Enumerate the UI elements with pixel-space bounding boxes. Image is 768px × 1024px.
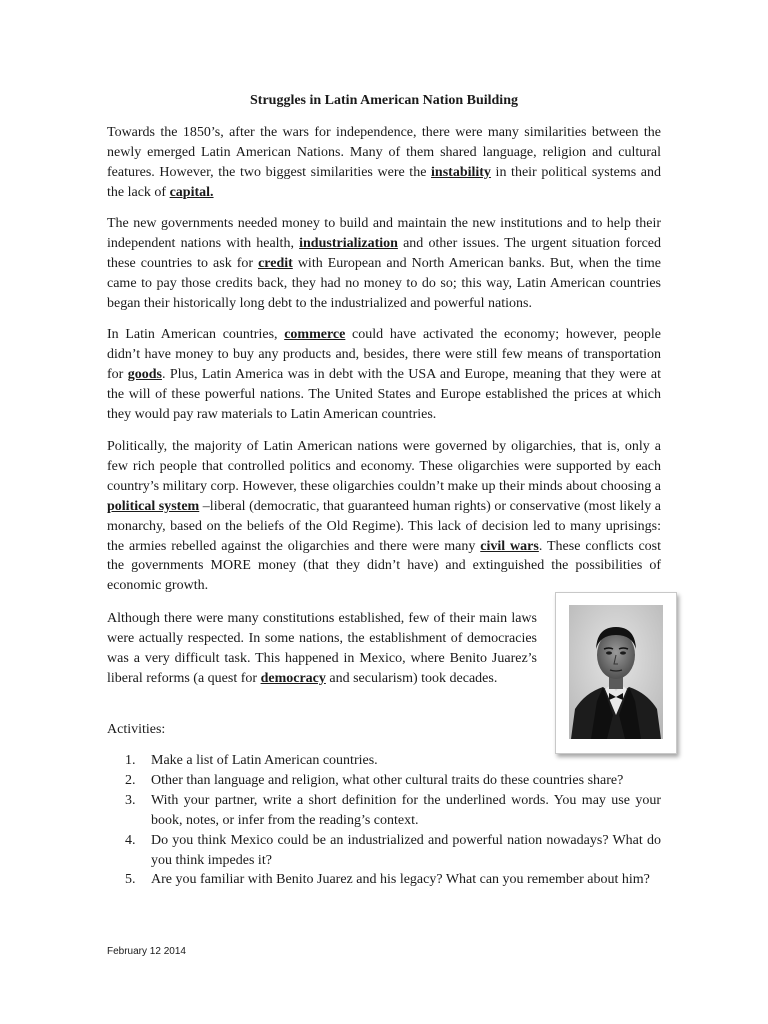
activity-text: Do you think Mexico could be an industrialized and powerful nation nowadays? What do you think impedes it? <box>151 832 661 868</box>
portrait-image <box>569 605 663 739</box>
paragraph-politics: Politically, the majority of Latin American nations were governed by oligarchies, that is, only a few rich people that controlled politics and economy. These oligarchies were supported by each country’s military corp. However, these oligarchies couldn’t make up their minds about choosing a political system –liberal (democratic, that guaranteed human rights) or conservative (most likely a monarchy, based on the beliefs of the Old Regime). This lack of decision led to many uprisings: the armies rebelled against the oligarchies and there were many civil wars. These conflicts cost the governments MORE money (that they didn’t have) and extinguished the possibilities of economic growth. <box>107 439 662 594</box>
activity-item <box>107 791 661 831</box>
underlined-keyword: credit <box>258 255 293 271</box>
activity-number: 5. <box>125 872 136 888</box>
activity-text: Make a list of Latin American countries. <box>151 753 378 768</box>
activities-list <box>107 751 661 890</box>
paragraph-credit: The new governments needed money to build and maintain the new institutions and to help their independent nations with health, industrialization and other issues. The urgent situation forced these countries to ask for credit with European and North American banks. But, when the time came to pay those credits back, they had no money to do so; this way, Latin American countries began their historically long debt to the industrialized and powerful nations. <box>107 216 662 311</box>
activity-text: Are you familiar with Benito Juarez and his legacy? What can you remember about him? <box>151 872 650 888</box>
underlined-keyword: commerce <box>284 327 346 342</box>
activity-number: 3. <box>125 792 136 808</box>
activity-text: With your partner, write a short definition for the underlined words. You may use your book, notes, or infer from the reading’s context. <box>151 792 661 828</box>
activity-text: Other than language and religion, what other cultural traits do these countries share? <box>151 772 624 788</box>
underlined-keyword: industrialization <box>299 235 398 251</box>
activity-item <box>107 870 661 890</box>
activity-item <box>107 771 661 791</box>
document-title: Struggles in Latin American Nation Building <box>250 93 518 108</box>
underlined-keyword: political system <box>107 498 200 514</box>
paragraph-commerce: In Latin American countries, commerce could have activated the economy; however, people didn’t have money to buy any products and, besides, there were still few means of transportation for goods. Plus, Latin America was in debt with the USA and Europe, meaning that they were at the will of these powerful nations. The United States and Europe established the prices at which they would pay raw materials to Latin American countries. <box>107 327 661 422</box>
activity-number: 2. <box>125 772 136 788</box>
activity-item <box>107 751 661 771</box>
underlined-keyword: instability <box>431 164 491 180</box>
activity-number: 1. <box>125 753 136 768</box>
paragraph-intro: Towards the 1850’s, after the wars for independence, there were many similarities between the newly emerged Latin American Nations. Many of them shared language, religion and cultural features. However, the two biggest similarities were the instability in their political systems and the lack of capital. <box>107 125 661 200</box>
underlined-keyword: democracy <box>260 670 326 686</box>
paragraph-constitutions: Although there were many constitutions established, few of their main laws were actually respected. In some nations, the establishment of democracies was a very difficult task. This happened in Mexico, where Benito Juarez’s liberal reforms (a quest for democracy and secularism) took decades. <box>107 611 537 686</box>
activity-number: 4. <box>125 832 136 848</box>
underlined-keyword: capital. <box>169 184 214 200</box>
activities-heading: Activities: <box>107 722 166 737</box>
footer-date: February 12 2014 <box>107 946 186 957</box>
activity-item <box>107 831 661 871</box>
underlined-keyword: goods <box>127 366 162 382</box>
portrait-photo <box>555 592 677 754</box>
underlined-keyword: civil wars <box>480 538 539 554</box>
